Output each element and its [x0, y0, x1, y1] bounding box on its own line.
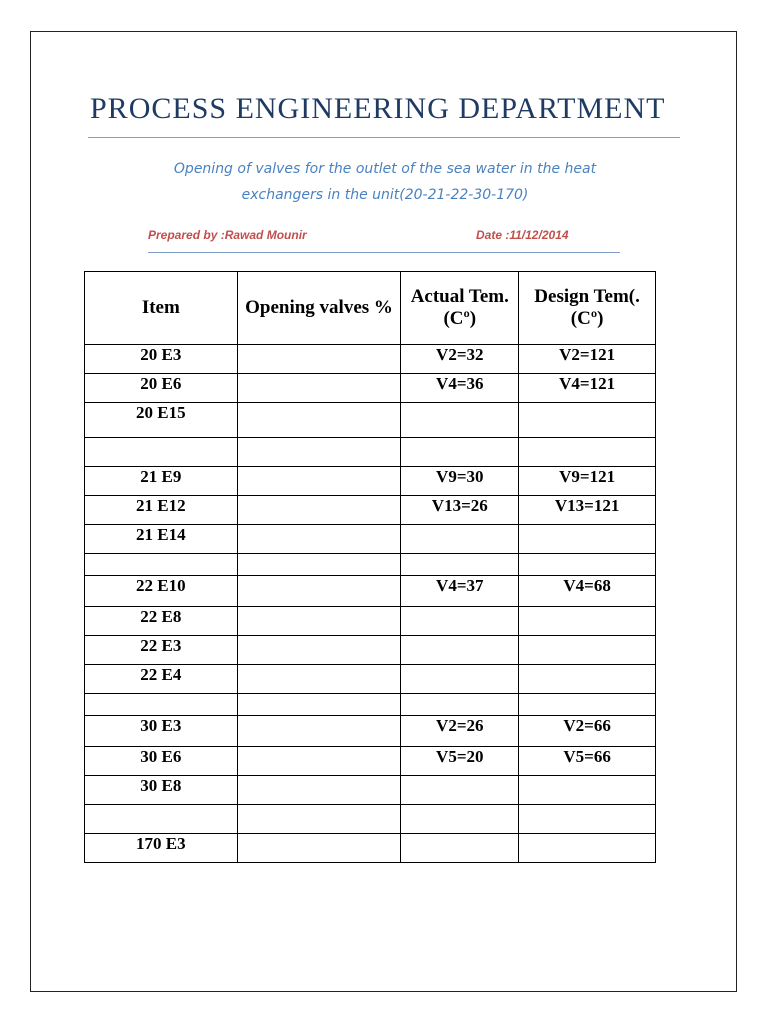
cell-design — [519, 834, 656, 863]
cell-actual: V9=30 — [401, 467, 519, 496]
cell-opening — [237, 438, 401, 467]
cell-actual — [401, 665, 519, 694]
cell-design — [519, 805, 656, 834]
table-row — [85, 607, 656, 636]
cell-opening — [237, 607, 401, 636]
table-row — [85, 747, 656, 776]
cell-design — [519, 438, 656, 467]
table-row — [85, 525, 656, 554]
table-row — [85, 636, 656, 665]
cell-design: V9=121 — [519, 467, 656, 496]
cell-actual: V5=20 — [401, 747, 519, 776]
cell-item: 21 E12 — [85, 496, 238, 525]
cell-opening — [237, 665, 401, 694]
cell-item: 21 E9 — [85, 467, 238, 496]
cell-actual — [401, 834, 519, 863]
cell-actual — [401, 694, 519, 716]
cell-opening — [237, 805, 401, 834]
cell-item: 22 E3 — [85, 636, 238, 665]
page-title: PROCESS ENGINEERING DEPARTMENT — [90, 92, 666, 125]
cell-item — [85, 438, 238, 467]
cell-actual: V4=36 — [401, 374, 519, 403]
table-row — [85, 554, 656, 576]
table-row — [85, 716, 656, 747]
cell-opening — [237, 716, 401, 747]
table-row — [85, 496, 656, 525]
col-header-item: Item — [85, 272, 238, 345]
cell-design: V4=121 — [519, 374, 656, 403]
table-header-row — [85, 272, 656, 345]
table-row — [85, 805, 656, 834]
cell-opening — [237, 694, 401, 716]
cell-design: V2=121 — [519, 345, 656, 374]
cell-opening — [237, 374, 401, 403]
table-row — [85, 374, 656, 403]
cell-actual: V2=32 — [401, 345, 519, 374]
cell-design: V4=68 — [519, 576, 656, 607]
table-row — [85, 694, 656, 716]
cell-actual — [401, 554, 519, 576]
cell-design — [519, 403, 656, 438]
title-divider — [88, 137, 680, 138]
cell-actual — [401, 636, 519, 665]
table-row — [85, 776, 656, 805]
cell-item: 30 E8 — [85, 776, 238, 805]
document-date: Date :11/12/2014 — [476, 228, 569, 242]
cell-opening — [237, 345, 401, 374]
cell-item: 20 E3 — [85, 345, 238, 374]
cell-item: 22 E4 — [85, 665, 238, 694]
cell-design: V2=66 — [519, 716, 656, 747]
cell-item — [85, 694, 238, 716]
cell-design — [519, 694, 656, 716]
cell-opening — [237, 776, 401, 805]
cell-design — [519, 554, 656, 576]
table-row — [85, 834, 656, 863]
cell-actual — [401, 403, 519, 438]
prepared-by: Prepared by :Rawad Mounir — [148, 228, 307, 242]
cell-opening — [237, 525, 401, 554]
cell-actual — [401, 525, 519, 554]
col-header-opening: Opening valves % — [237, 272, 401, 345]
cell-opening — [237, 747, 401, 776]
cell-item — [85, 805, 238, 834]
cell-item: 20 E6 — [85, 374, 238, 403]
table-row — [85, 345, 656, 374]
cell-design — [519, 636, 656, 665]
table-body — [85, 345, 656, 863]
col-header-design: Design Tem(.(Cº) — [519, 272, 656, 345]
cell-actual — [401, 607, 519, 636]
cell-actual: V13=26 — [401, 496, 519, 525]
cell-item — [85, 554, 238, 576]
cell-item: 30 E3 — [85, 716, 238, 747]
cell-actual — [401, 776, 519, 805]
cell-opening — [237, 554, 401, 576]
cell-item: 21 E14 — [85, 525, 238, 554]
cell-design: V5=66 — [519, 747, 656, 776]
table-row — [85, 403, 656, 438]
cell-opening — [237, 834, 401, 863]
cell-actual: V4=37 — [401, 576, 519, 607]
cell-design — [519, 607, 656, 636]
cell-opening — [237, 496, 401, 525]
cell-opening — [237, 467, 401, 496]
subtitle-line-2: exchangers in the unit(20-21-22-30-170) — [241, 187, 529, 203]
meta-divider — [148, 252, 620, 253]
cell-opening — [237, 576, 401, 607]
table-row — [85, 438, 656, 467]
cell-design — [519, 776, 656, 805]
col-header-actual: Actual Tem.(Cº) — [401, 272, 519, 345]
cell-opening — [237, 636, 401, 665]
cell-item: 170 E3 — [85, 834, 238, 863]
valves-table — [84, 271, 656, 863]
cell-actual: V2=26 — [401, 716, 519, 747]
cell-opening — [237, 403, 401, 438]
table-row — [85, 467, 656, 496]
cell-item: 22 E10 — [85, 576, 238, 607]
cell-item: 22 E8 — [85, 607, 238, 636]
table-row — [85, 665, 656, 694]
table-row — [85, 576, 656, 607]
cell-actual — [401, 805, 519, 834]
cell-design — [519, 525, 656, 554]
cell-design: V13=121 — [519, 496, 656, 525]
document-subtitle — [120, 156, 650, 208]
cell-item: 20 E15 — [85, 403, 238, 438]
subtitle-line-1: Opening of valves for the outlet of the sea water in the heat — [173, 161, 597, 177]
cell-design — [519, 665, 656, 694]
cell-actual — [401, 438, 519, 467]
cell-item: 30 E6 — [85, 747, 238, 776]
